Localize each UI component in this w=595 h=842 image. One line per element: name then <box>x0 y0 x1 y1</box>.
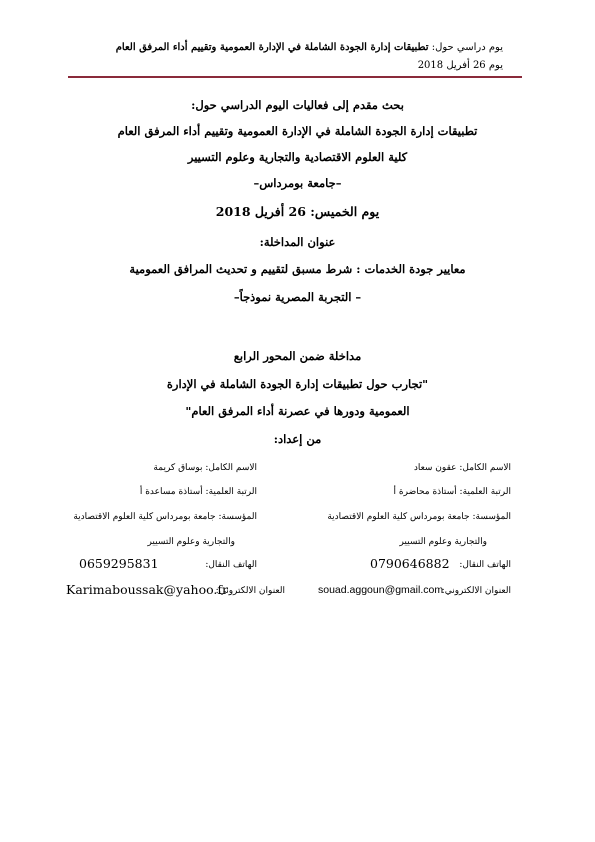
axis-title-line-2: العمومية ودورها في عصرنة أداء المرفق العام" <box>185 404 410 418</box>
author2-name: الاسم الكامل: بوساق كريمة <box>153 463 257 473</box>
author1-email-label: العنوان الالكتروني: <box>441 586 511 596</box>
running-header <box>63 42 503 53</box>
author1-rank: الرتبة العلمية: أستاذة محاضرة أ <box>393 487 511 497</box>
author2-institution-2: والتجارية وعلوم التسيير <box>147 537 235 547</box>
author2-phone: 0659295831 <box>79 556 159 571</box>
author1-institution-1: المؤسسة: جامعة بومرداس كلية العلوم الاقتصادية <box>327 512 511 522</box>
author2-institution-1: المؤسسة: جامعة بومرداس كلية العلوم الاقتصادية <box>73 512 257 522</box>
study-day-topic: تطبيقات إدارة الجودة الشاملة في الإدارة العمومية وتقييم أداء المرفق العام <box>117 124 478 138</box>
header-prefix: يوم دراسي حول: <box>431 42 503 53</box>
author2-email-label: العنوان الالكتروني: <box>215 586 285 596</box>
author2-phone-label: الهاتف النقال: <box>205 560 257 570</box>
axis-label: مداخلة ضمن المحور الرابع <box>233 349 362 363</box>
intro-line: بحث مقدم إلى فعاليات اليوم الدراسي حول: <box>191 98 404 112</box>
author1-name: الاسم الكامل: عقون سعاد <box>413 463 511 473</box>
author2-rank: الرتبة العلمية: أستاذة مساعدة أ <box>139 487 257 497</box>
event-date: يوم الخميس: 26 أفريل 2018 <box>215 204 380 219</box>
author1-email[interactable]: souad.aggoun@gmail.com <box>318 584 444 596</box>
axis-title-line-1: "تجارب حول تطبيقات إدارة الجودة الشاملة في الإدارة <box>166 377 429 391</box>
header-rule <box>68 76 522 78</box>
paper-label: عنوان المداخلة: <box>259 235 336 249</box>
author1-phone-label: الهاتف النقال: <box>459 560 511 570</box>
prepared-by: من إعداد: <box>273 432 322 446</box>
paper-title: معايير جودة الخدمات : شرط مسبق لتقييم و تحديث المرافق العمومية <box>129 262 466 276</box>
header-title: تطبيقات إدارة الجودة الشاملة في الإدارة العمومية وتقييم أداء المرفق العام <box>115 42 429 53</box>
author1-institution-2: والتجارية وعلوم التسيير <box>399 537 487 547</box>
author2-email[interactable]: Karimaboussak@yahoo.fr <box>66 582 228 597</box>
paper-subtitle: – التجربة المصرية نموذجاً– <box>233 290 362 304</box>
faculty-name: كلية العلوم الاقتصادية والتجارية وعلوم التسيير <box>187 150 408 164</box>
author1-phone: 0790646882 <box>370 556 450 571</box>
header-date: يوم 26 أفريل 2018 <box>417 60 503 71</box>
university-name: –جامعة بومرداس– <box>253 176 342 190</box>
